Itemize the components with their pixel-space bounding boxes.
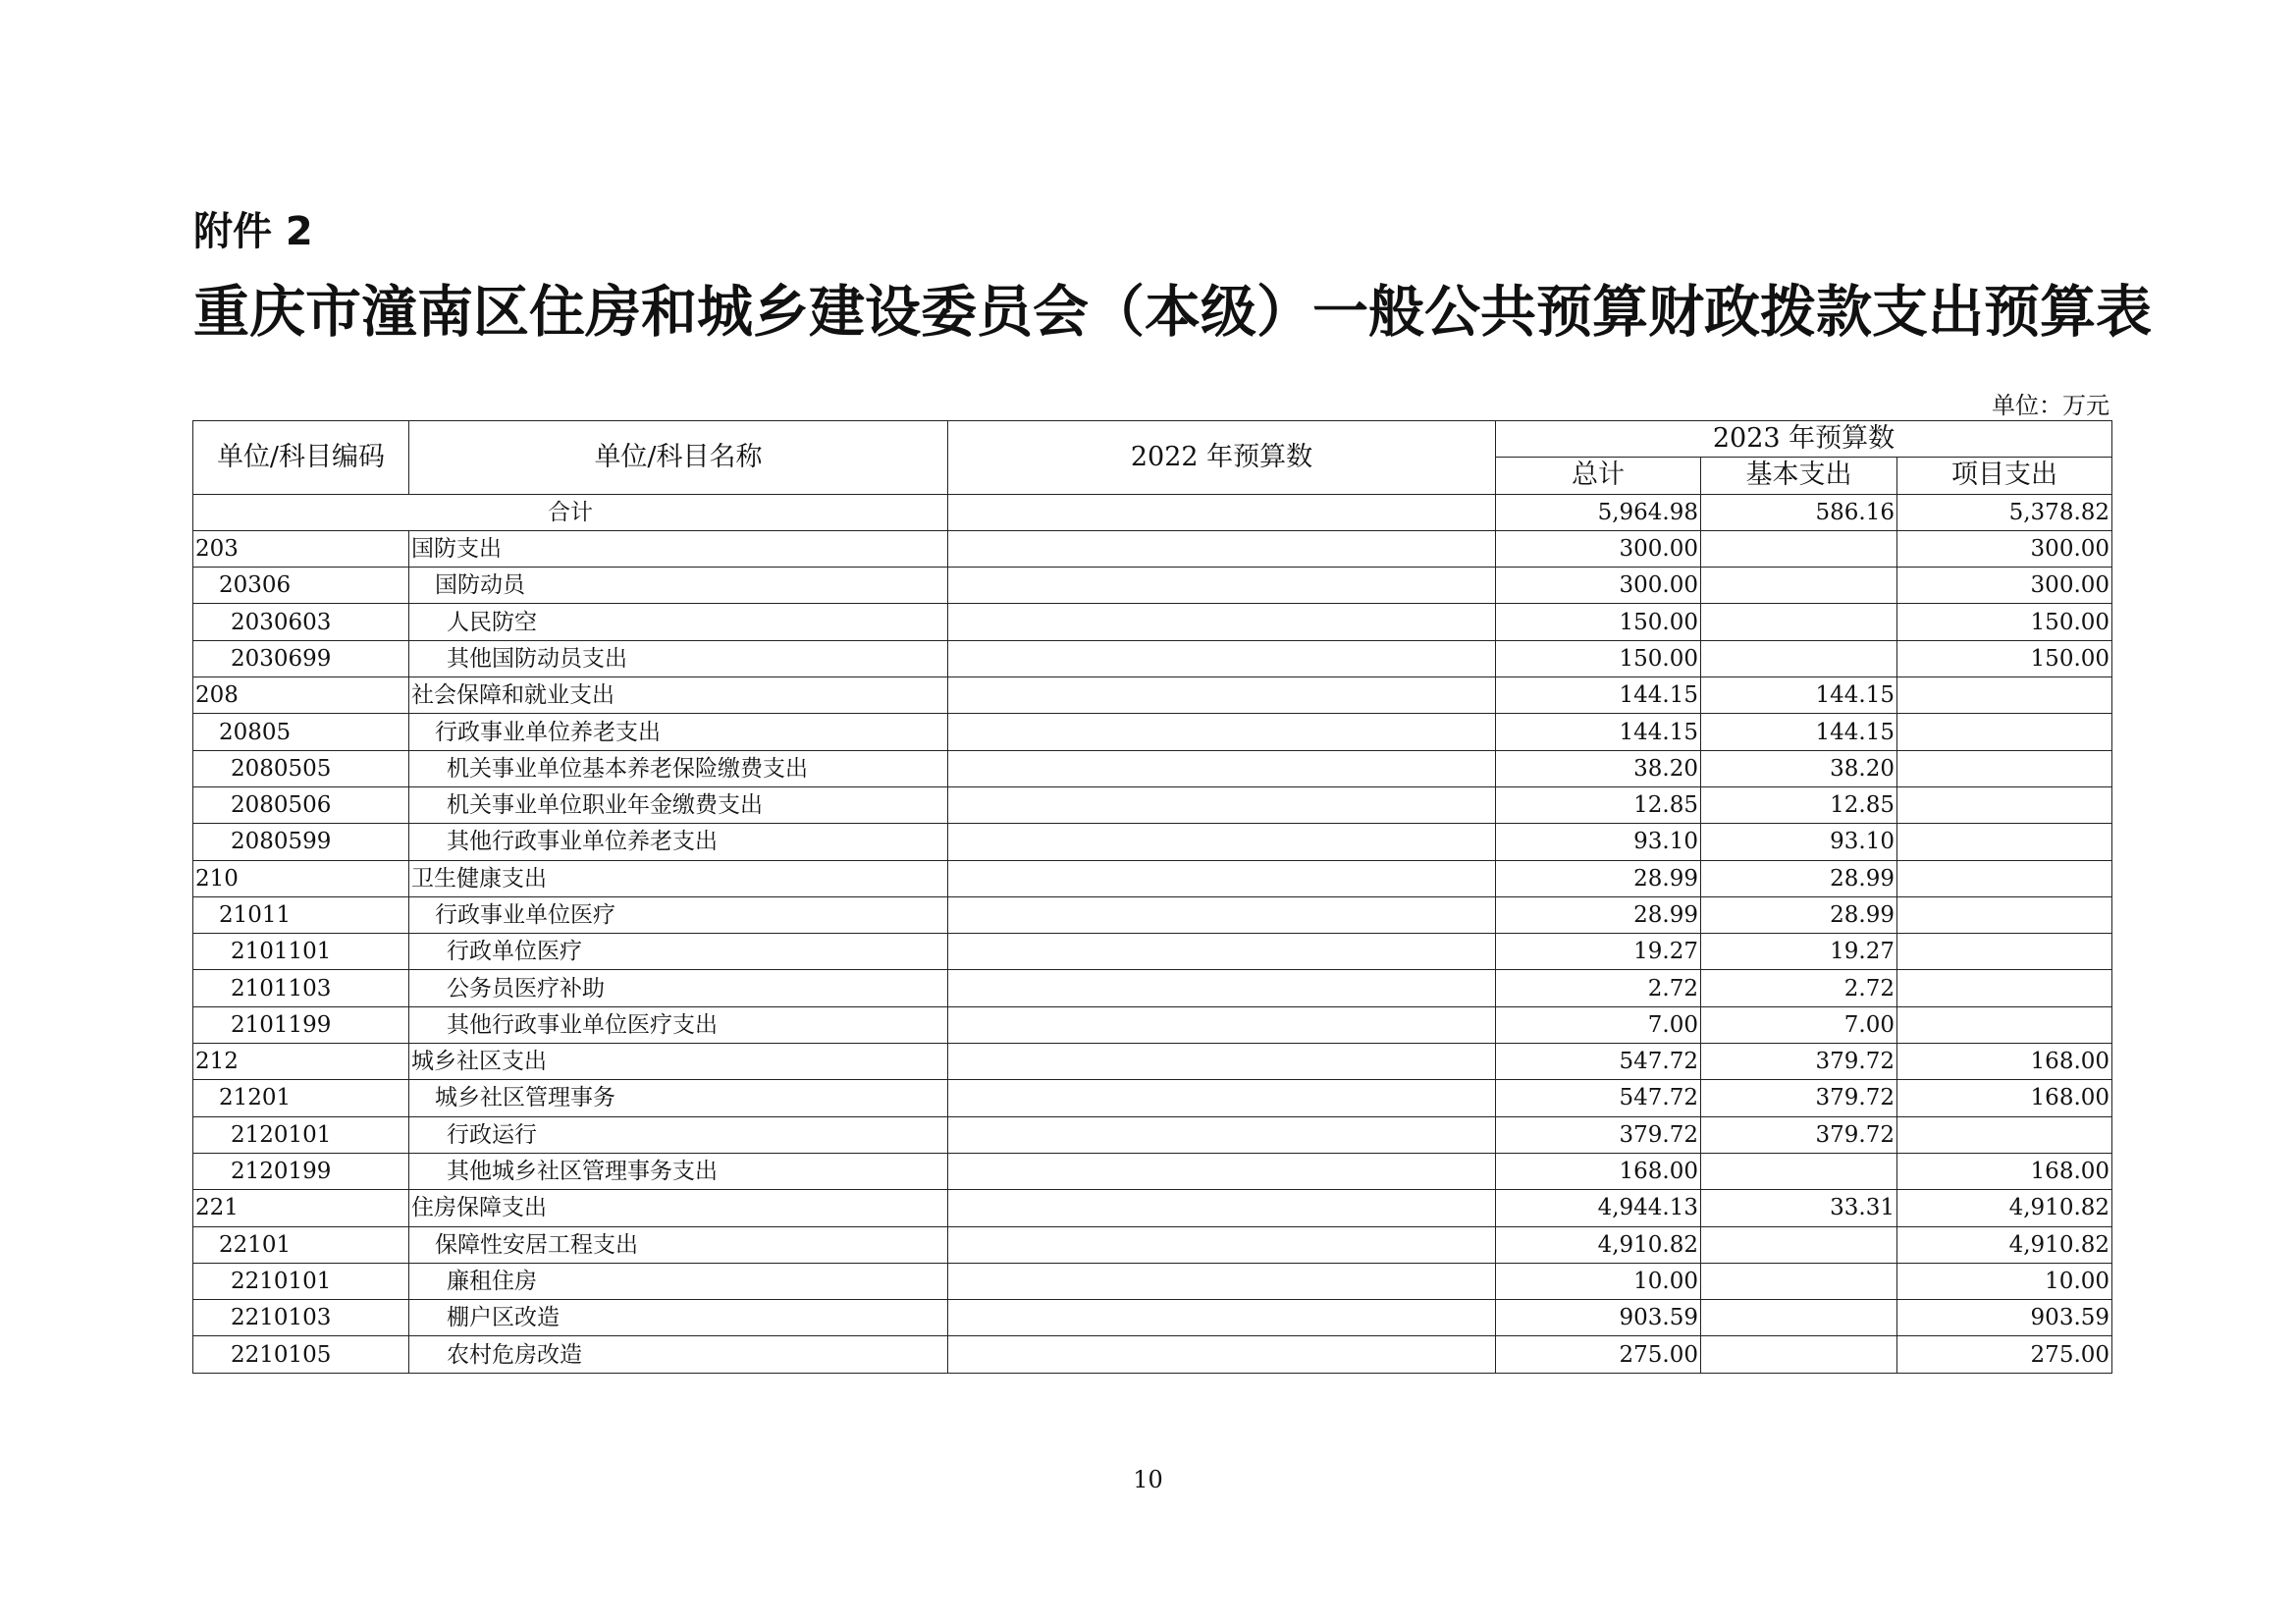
budget-table <box>192 420 2112 1374</box>
row-name: 行政事业单位养老支出 <box>409 714 948 750</box>
row-budget-2022 <box>948 786 1496 823</box>
row-code: 203 <box>193 530 409 567</box>
row-project <box>1897 714 2112 750</box>
row-code: 20306 <box>193 568 409 604</box>
row-project: 903.59 <box>1897 1300 2112 1336</box>
row-basic: 2.72 <box>1701 970 1897 1006</box>
row-basic <box>1701 530 1897 567</box>
row-basic: 93.10 <box>1701 824 1897 860</box>
table-row <box>193 714 2112 750</box>
row-code: 210 <box>193 860 409 896</box>
table-row <box>193 1263 2112 1299</box>
row-code: 2080506 <box>193 786 409 823</box>
row-total: 10.00 <box>1496 1263 1701 1299</box>
row-budget-2022 <box>948 640 1496 677</box>
row-project: 4,910.82 <box>1897 1226 2112 1263</box>
row-total: 300.00 <box>1496 530 1701 567</box>
row-total: 2.72 <box>1496 970 1701 1006</box>
row-name: 行政单位医疗 <box>409 934 948 970</box>
row-budget-2022 <box>948 860 1496 896</box>
row-total: 4,944.13 <box>1496 1190 1701 1226</box>
table-row <box>193 1116 2112 1153</box>
row-name: 其他国防动员支出 <box>409 640 948 677</box>
row-budget-2022 <box>948 750 1496 786</box>
row-code: 208 <box>193 677 409 714</box>
row-name: 国防支出 <box>409 530 948 567</box>
row-basic: 144.15 <box>1701 714 1897 750</box>
row-total: 168.00 <box>1496 1153 1701 1189</box>
total-sum: 5,964.98 <box>1496 494 1701 530</box>
row-budget-2022 <box>948 1336 1496 1373</box>
row-budget-2022 <box>948 1116 1496 1153</box>
row-budget-2022 <box>948 1263 1496 1299</box>
row-budget-2022 <box>948 604 1496 640</box>
row-total: 19.27 <box>1496 934 1701 970</box>
row-project: 168.00 <box>1897 1153 2112 1189</box>
row-basic: 33.31 <box>1701 1190 1897 1226</box>
table-row <box>193 604 2112 640</box>
row-total: 4,910.82 <box>1496 1226 1701 1263</box>
row-total: 28.99 <box>1496 896 1701 933</box>
row-project: 275.00 <box>1897 1336 2112 1373</box>
row-project <box>1897 677 2112 714</box>
table-row <box>193 1153 2112 1189</box>
table-row <box>193 1226 2112 1263</box>
row-code: 2030699 <box>193 640 409 677</box>
row-basic: 7.00 <box>1701 1006 1897 1043</box>
row-name: 行政运行 <box>409 1116 948 1153</box>
total-basic: 586.16 <box>1701 494 1897 530</box>
row-total: 12.85 <box>1496 786 1701 823</box>
table-row <box>193 530 2112 567</box>
row-basic <box>1701 1263 1897 1299</box>
row-total: 38.20 <box>1496 750 1701 786</box>
row-code: 2120199 <box>193 1153 409 1189</box>
page-title: 重庆市潼南区住房和城乡建设委员会（本级）一般公共预算财政拨款支出预算表 <box>193 279 2152 345</box>
header-budget-2023: 2023 年预算数 <box>1496 421 2112 458</box>
row-budget-2022 <box>948 530 1496 567</box>
row-basic <box>1701 604 1897 640</box>
table-row <box>193 1044 2112 1080</box>
row-name: 人民防空 <box>409 604 948 640</box>
row-name: 棚户区改造 <box>409 1300 948 1336</box>
row-budget-2022 <box>948 568 1496 604</box>
row-budget-2022 <box>948 824 1496 860</box>
row-name: 社会保障和就业支出 <box>409 677 948 714</box>
row-project <box>1897 824 2112 860</box>
table-row <box>193 786 2112 823</box>
row-budget-2022 <box>948 1300 1496 1336</box>
table-row <box>193 1300 2112 1336</box>
row-total: 903.59 <box>1496 1300 1701 1336</box>
row-project: 150.00 <box>1897 604 2112 640</box>
row-code: 221 <box>193 1190 409 1226</box>
total-project: 5,378.82 <box>1897 494 2112 530</box>
row-basic <box>1701 640 1897 677</box>
row-budget-2022 <box>948 1044 1496 1080</box>
table-row <box>193 640 2112 677</box>
row-project <box>1897 786 2112 823</box>
row-name: 其他行政事业单位医疗支出 <box>409 1006 948 1043</box>
row-project: 300.00 <box>1897 530 2112 567</box>
table-row <box>193 860 2112 896</box>
row-name: 城乡社区支出 <box>409 1044 948 1080</box>
row-project: 10.00 <box>1897 1263 2112 1299</box>
row-basic <box>1701 1300 1897 1336</box>
row-code: 2101199 <box>193 1006 409 1043</box>
attachment-label: 附件 2 <box>193 209 313 254</box>
row-name: 保障性安居工程支出 <box>409 1226 948 1263</box>
row-code: 2210103 <box>193 1300 409 1336</box>
row-budget-2022 <box>948 970 1496 1006</box>
table-row <box>193 1006 2112 1043</box>
header-name: 单位/科目名称 <box>409 421 948 495</box>
row-total: 379.72 <box>1496 1116 1701 1153</box>
row-name: 行政事业单位医疗 <box>409 896 948 933</box>
header-row <box>193 421 2112 458</box>
row-code: 21201 <box>193 1080 409 1116</box>
row-basic: 19.27 <box>1701 934 1897 970</box>
row-budget-2022 <box>948 1226 1496 1263</box>
row-project: 4,910.82 <box>1897 1190 2112 1226</box>
row-basic <box>1701 1153 1897 1189</box>
table-row <box>193 896 2112 933</box>
total-row <box>193 494 2112 530</box>
row-total: 547.72 <box>1496 1080 1701 1116</box>
row-code: 212 <box>193 1044 409 1080</box>
row-basic: 38.20 <box>1701 750 1897 786</box>
row-total: 275.00 <box>1496 1336 1701 1373</box>
table-row <box>193 824 2112 860</box>
page-number: 10 <box>1133 1466 1163 1493</box>
row-project: 168.00 <box>1897 1044 2112 1080</box>
row-code: 2101103 <box>193 970 409 1006</box>
row-budget-2022 <box>948 1080 1496 1116</box>
row-project: 150.00 <box>1897 640 2112 677</box>
row-total: 28.99 <box>1496 860 1701 896</box>
row-project <box>1897 970 2112 1006</box>
table-row <box>193 1190 2112 1226</box>
row-name: 农村危房改造 <box>409 1336 948 1373</box>
header-basic: 基本支出 <box>1701 458 1897 494</box>
table-row <box>193 970 2112 1006</box>
row-project <box>1897 750 2112 786</box>
row-total: 144.15 <box>1496 677 1701 714</box>
header-budget-2022: 2022 年预算数 <box>948 421 1496 495</box>
row-budget-2022 <box>948 677 1496 714</box>
table-row <box>193 1336 2112 1373</box>
row-code: 2101101 <box>193 934 409 970</box>
row-code: 2210105 <box>193 1336 409 1373</box>
row-total: 144.15 <box>1496 714 1701 750</box>
row-basic <box>1701 1336 1897 1373</box>
row-code: 2120101 <box>193 1116 409 1153</box>
row-basic: 379.72 <box>1701 1080 1897 1116</box>
row-basic: 144.15 <box>1701 677 1897 714</box>
row-total: 7.00 <box>1496 1006 1701 1043</box>
header-total: 总计 <box>1496 458 1701 494</box>
row-project <box>1897 896 2112 933</box>
row-name: 卫生健康支出 <box>409 860 948 896</box>
row-name: 公务员医疗补助 <box>409 970 948 1006</box>
row-total: 150.00 <box>1496 604 1701 640</box>
table-row <box>193 677 2112 714</box>
table-row <box>193 750 2112 786</box>
table-row <box>193 568 2112 604</box>
table-row <box>193 934 2112 970</box>
row-budget-2022 <box>948 1153 1496 1189</box>
unit-note: 单位：万元 <box>1992 392 2109 419</box>
row-project <box>1897 1116 2112 1153</box>
row-budget-2022 <box>948 1006 1496 1043</box>
table-row <box>193 1080 2112 1116</box>
row-budget-2022 <box>948 896 1496 933</box>
row-name: 城乡社区管理事务 <box>409 1080 948 1116</box>
row-basic: 379.72 <box>1701 1044 1897 1080</box>
row-total: 547.72 <box>1496 1044 1701 1080</box>
row-name: 国防动员 <box>409 568 948 604</box>
row-total: 300.00 <box>1496 568 1701 604</box>
row-budget-2022 <box>948 1190 1496 1226</box>
row-code: 22101 <box>193 1226 409 1263</box>
row-basic: 28.99 <box>1701 896 1897 933</box>
total-label: 合计 <box>193 494 948 530</box>
row-budget-2022 <box>948 934 1496 970</box>
row-basic <box>1701 568 1897 604</box>
row-name: 其他城乡社区管理事务支出 <box>409 1153 948 1189</box>
row-code: 2080505 <box>193 750 409 786</box>
row-total: 150.00 <box>1496 640 1701 677</box>
row-project <box>1897 1006 2112 1043</box>
row-project <box>1897 934 2112 970</box>
row-code: 2210101 <box>193 1263 409 1299</box>
row-name: 机关事业单位基本养老保险缴费支出 <box>409 750 948 786</box>
row-name: 住房保障支出 <box>409 1190 948 1226</box>
row-total: 93.10 <box>1496 824 1701 860</box>
header-code: 单位/科目编码 <box>193 421 409 495</box>
row-name: 机关事业单位职业年金缴费支出 <box>409 786 948 823</box>
row-project <box>1897 860 2112 896</box>
row-project: 168.00 <box>1897 1080 2112 1116</box>
row-code: 2030603 <box>193 604 409 640</box>
row-code: 2080599 <box>193 824 409 860</box>
row-basic: 28.99 <box>1701 860 1897 896</box>
row-basic <box>1701 1226 1897 1263</box>
row-code: 20805 <box>193 714 409 750</box>
header-project: 项目支出 <box>1897 458 2112 494</box>
total-budget-2022 <box>948 494 1496 530</box>
row-budget-2022 <box>948 714 1496 750</box>
row-basic: 379.72 <box>1701 1116 1897 1153</box>
row-code: 21011 <box>193 896 409 933</box>
row-name: 廉租住房 <box>409 1263 948 1299</box>
row-basic: 12.85 <box>1701 786 1897 823</box>
row-name: 其他行政事业单位养老支出 <box>409 824 948 860</box>
row-project: 300.00 <box>1897 568 2112 604</box>
